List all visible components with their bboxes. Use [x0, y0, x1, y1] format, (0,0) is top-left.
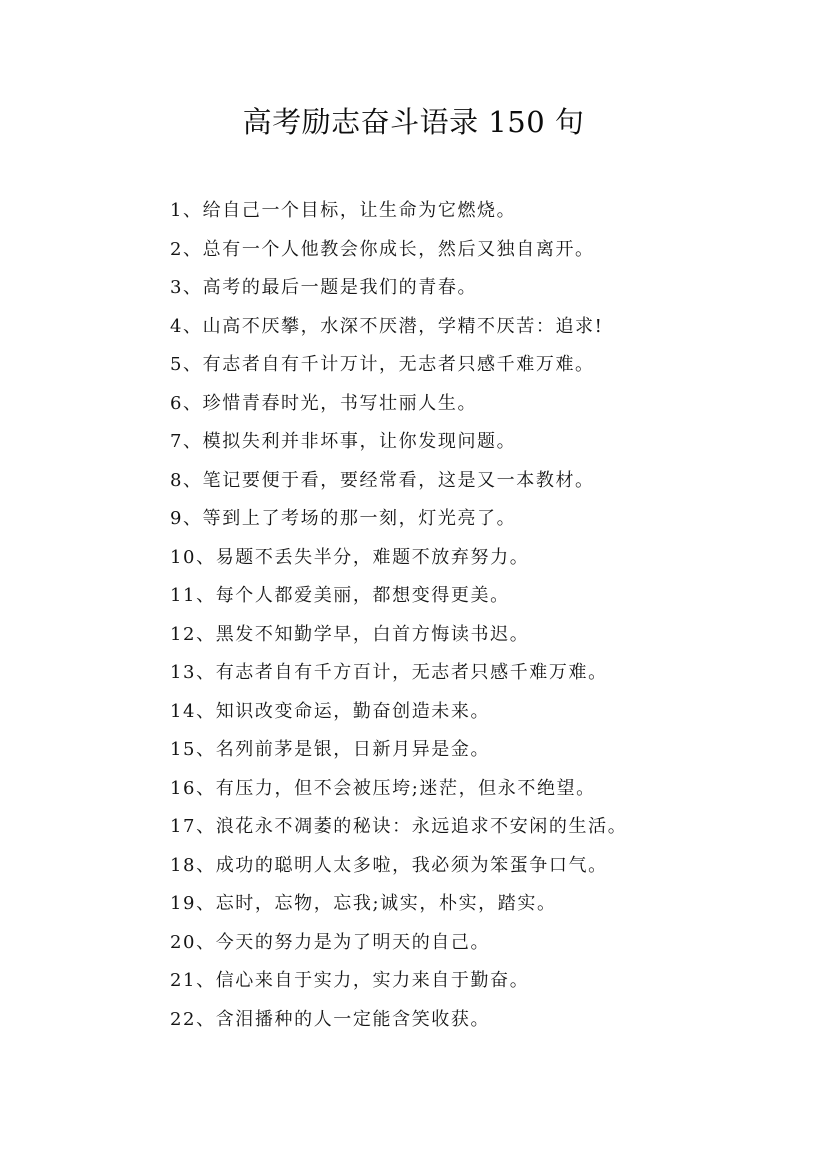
- quote-item: 2、总有一个人他教会你成长，然后又独自离开。: [170, 238, 595, 260]
- quote-item: 12、黑发不知勤学早，白首方悔读书迟。: [170, 623, 530, 645]
- quote-item: 6、珍惜青春时光，书写壮丽人生。: [170, 392, 478, 414]
- quote-item: 19、忘时，忘物，忘我;诚实，朴实，踏实。: [170, 893, 557, 914]
- quote-item: 17、浪花永不凋萎的秘诀：永远追求不安闲的生活。: [170, 816, 628, 837]
- quote-item: 4、山高不厌攀，水深不厌潜，学精不厌苦：追求!: [170, 315, 604, 337]
- quote-item: 14、知识改变命运，勤奋创造未来。: [170, 700, 491, 722]
- quote-item: 11、每个人都爱美丽，都想变得更美。: [170, 585, 510, 606]
- page-title: 高考励志奋斗语录 150 句: [242, 105, 585, 139]
- quote-item: 8、笔记要便于看，要经常看，这是又一本教材。: [170, 469, 595, 491]
- quote-item: 18、成功的聪明人太多啦，我必须为笨蛋争口气。: [170, 854, 608, 876]
- quote-item: 20、今天的努力是为了明天的自己。: [170, 931, 491, 953]
- quote-list: [170, 196, 810, 1043]
- quote-item: 16、有压力，但不会被压垮;迷茫，但永不绝望。: [170, 777, 596, 799]
- quote-item: 9、等到上了考场的那一刻，灯光亮了。: [170, 508, 517, 529]
- quote-item: 13、有志者自有千方百计，无志者只感千难万难。: [170, 662, 608, 683]
- quote-item: 1、给自己一个目标，让生命为它燃烧。: [170, 200, 517, 221]
- quote-item: 5、有志者自有千计万计，无志者只感千难万难。: [170, 354, 595, 375]
- quote-item: 7、模拟失利并非坏事，让你发现问题。: [170, 431, 517, 452]
- quote-item: 21、信心来自于实力，实力来自于勤奋。: [170, 970, 530, 991]
- quote-item: 22、含泪播种的人一定能含笑收获。: [170, 1008, 491, 1030]
- quote-item: 3、高考的最后一题是我们的青春。: [170, 277, 478, 298]
- quote-item: 10、易题不丢失半分，难题不放弃努力。: [170, 546, 530, 568]
- quote-item: 15、名列前茅是银，日新月异是金。: [170, 739, 491, 760]
